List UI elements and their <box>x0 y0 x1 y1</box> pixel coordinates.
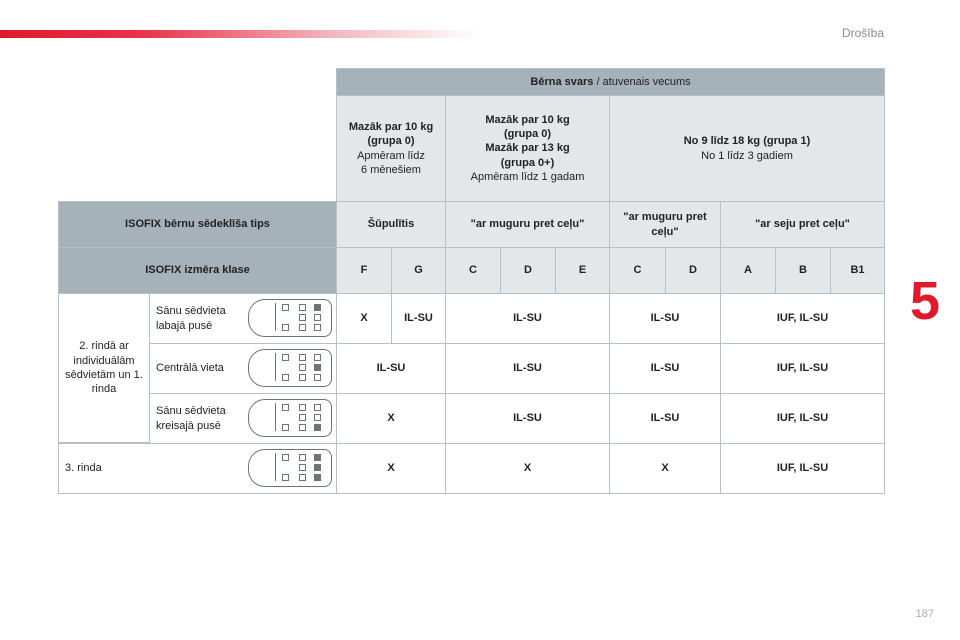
size-c-1: C <box>445 247 501 294</box>
weight-header <box>336 68 885 96</box>
row-center-seat-label: Centrālā vieta <box>156 362 224 375</box>
row-third-row-cell-2: X <box>445 443 610 494</box>
row-center-seat-cell-1: IL-SU <box>336 343 446 394</box>
row-right-seat-cell-5: IUF, IL-SU <box>720 293 885 344</box>
size-g: G <box>391 247 446 294</box>
weight-group-2-l2: (grupa 0) <box>503 128 552 141</box>
row-left-seat-cell-3: IL-SU <box>609 393 721 444</box>
weight-group-3-l2: No 1 līdz 3 gadiem <box>701 149 793 162</box>
row-center-seat-cell-4: IUF, IL-SU <box>720 343 885 394</box>
row-center-seat-cell-2: IL-SU <box>445 343 610 394</box>
row-third-row-cell-4: IUF, IL-SU <box>720 443 885 494</box>
size-c-2: C <box>609 247 666 294</box>
page-number: 187 <box>915 608 934 620</box>
size-a: A <box>720 247 776 294</box>
type-forward-facing: "ar seju pret ceļu" <box>720 201 885 248</box>
weight-group-3 <box>609 95 885 202</box>
weight-group-1-l1: Mazāk par 10 kg <box>348 120 434 133</box>
size-f: F <box>336 247 392 294</box>
row-third-row-label: 3. rinda <box>65 462 102 475</box>
size-b: B <box>775 247 831 294</box>
type-row-label: ISOFIX bērnu sēdeklīša tips <box>58 201 337 248</box>
type-rear-facing-1: "ar muguru pret ceļu" <box>445 201 610 248</box>
size-row-label: ISOFIX izmēra klase <box>58 247 337 294</box>
weight-header-bold: Bērna svars <box>530 75 594 88</box>
weight-group-2-l4: (grupa 0+) <box>500 156 555 169</box>
weight-group-1 <box>336 95 446 202</box>
car-diagram-third-row <box>248 449 332 487</box>
weight-group-2-l5: Apmēram līdz 1 gadam <box>470 170 585 183</box>
size-d-1: D <box>500 247 556 294</box>
car-diagram-right-seat <box>248 299 332 337</box>
size-d-2: D <box>665 247 721 294</box>
weight-group-1-l4: 6 mēnešiem <box>361 163 421 176</box>
weight-header-normal: / atuvenais vecums <box>593 75 691 88</box>
row-right-seat-cell-3: IL-SU <box>445 293 610 344</box>
row-group-label: 2. rindā ar individuālām sēdvietām un 1. rinda <box>58 293 150 443</box>
row-third-row-cell-1: X <box>336 443 446 494</box>
row-right-seat-cell-4: IL-SU <box>609 293 721 344</box>
row-left-seat-cell-1: X <box>336 393 446 444</box>
car-diagram-center-seat <box>248 349 332 387</box>
weight-group-2-l1: Mazāk par 10 kg <box>485 113 570 126</box>
type-rear-facing-2: "ar muguru pret ceļu" <box>609 201 721 248</box>
weight-group-2-l3: Mazāk par 13 kg <box>485 142 570 155</box>
row-right-seat-cell-2: IL-SU <box>391 293 446 344</box>
weight-group-1-l2: (grupa 0) <box>367 135 415 148</box>
chapter-number: 5 <box>909 271 940 331</box>
row-left-seat-cell-4: IUF, IL-SU <box>720 393 885 444</box>
car-diagram-left-seat <box>248 399 332 437</box>
row-center-seat-cell-3: IL-SU <box>609 343 721 394</box>
type-cradle: Šūpulītis <box>336 201 446 248</box>
row-third-row-cell-3: X <box>609 443 721 494</box>
row-left-seat-cell-2: IL-SU <box>445 393 610 444</box>
size-b1: B1 <box>830 247 885 294</box>
weight-group-1-l3: Apmēram līdz <box>357 149 425 162</box>
size-e: E <box>555 247 610 294</box>
weight-group-3-l1: No 9 līdz 18 kg (grupa 1) <box>683 135 811 148</box>
top-accent-bar <box>0 30 480 38</box>
row-left-seat-label: Sānu sēdvieta kreisajā pusē <box>156 405 226 432</box>
row-right-seat-label: Sānu sēdvieta labajā pusē <box>156 305 226 332</box>
weight-group-2 <box>445 95 610 202</box>
row-right-seat-cell-1: X <box>336 293 392 344</box>
section-title: Drošība <box>841 26 884 40</box>
